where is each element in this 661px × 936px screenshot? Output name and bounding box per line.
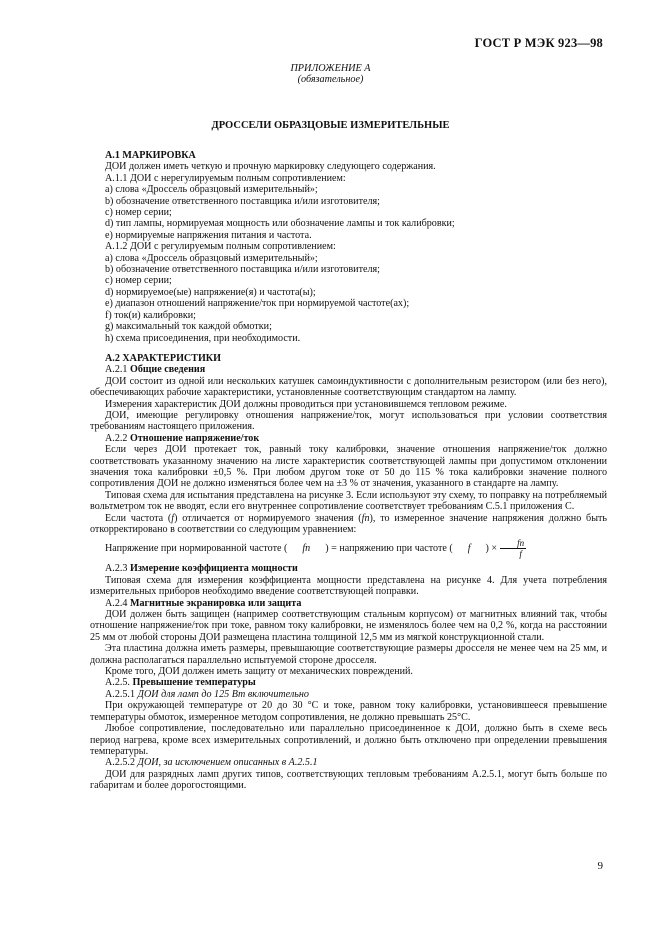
standard-header: ГОСТ Р МЭК 923—98 — [474, 36, 603, 50]
paragraph: Типовая схема для измерения коэффициента мощности представлена на рисунке 4. Для учета потребления измерительных приборов необходимо введение соответствующей поправки. — [90, 574, 607, 598]
paragraph: Если через ДОИ протекает ток, равный току калибровки, значение отношения напряжение/ток должно соответствовать указанному значению на листе характеристик соответствующей лампы при допустимом отклонении значения тока калибровки ±0,5 %. При любом другом токе от 50 до 115 % тока калибровки значение полного сопротивления ДОИ не должно изменяться более чем на ±3 % от значения, указанного в стандарте на лампу. — [90, 444, 607, 490]
document-body — [90, 150, 607, 792]
paragraph: ДОИ состоит из одной или нескольких катушек самоиндуктивности с дополнительным резистором (или без него), обеспечивающих рабочие характеристики, установленные соответствующим стандартом на лампу. — [90, 375, 607, 399]
list-item: b) обозначение ответственного поставщика и/или изготовителя; — [105, 195, 380, 207]
subsection-heading: А.1.2 ДОИ с регулируемым полным сопротивлением: — [105, 241, 336, 253]
fraction-denominator: f — [519, 549, 522, 560]
subsection-heading: А.2.5.1 ДОИ для ламп до 125 Вт включительно — [105, 688, 309, 700]
section-heading: А.2 ХАРАКТЕРИСТИКИ — [105, 352, 221, 364]
list-item: d) тип лампы, нормируемая мощность или обозначение лампы и ток калибровки; — [105, 218, 455, 230]
appendix-title: ПРИЛОЖЕНИЕ А — [290, 63, 371, 74]
appendix-status: (обязательное) — [297, 74, 364, 85]
list-item: h) схема присоединения, при необходимости. — [105, 332, 301, 344]
paragraph: ДОИ для разрядных ламп других типов, соответствующих тепловым требованиям А.2.5.1, могут быть больше по габаритам и более дорогостоящими. — [90, 768, 607, 792]
subsection-heading: А.2.1 Общие сведения — [105, 364, 206, 376]
list-item: a) слова «Дроссель образцовый измерительный»; — [105, 252, 318, 264]
list-item: c) номер серии; — [105, 207, 172, 219]
list-item: f) ток(и) калибровки; — [105, 309, 196, 321]
subsection-heading: А.2.4 Магнитные экранировка или защита — [105, 597, 302, 609]
paragraph: Если частота (f) отличается от нормируемого значения (fn), то измеренное значение напряжения должно быть откорректировано в соответствии со следующим уравнением: — [90, 512, 607, 535]
paragraph: При окружающей температуре от 20 до 30 °С и токе, равном току калибровки, установившееся превышение температуры обмоток, измеренное методом сопротивления, не должно превышать 25°С. — [90, 700, 607, 723]
list-item: e) диапазон отношений напряжение/ток при нормируемой частоте(ах); — [105, 298, 410, 310]
page-number: 9 — [597, 860, 603, 872]
formula-fraction — [500, 538, 526, 559]
subsection-heading: А.2.5. Превышение температуры — [105, 677, 256, 689]
paragraph: ДОИ должен иметь четкую и прочную маркировку следующего содержания. — [105, 161, 436, 173]
subsection-heading: А.2.5.2 ДОИ, за исключением описанных в А.2.5.1 — [105, 757, 318, 769]
paragraph: Эта пластина должна иметь размеры, превышающие соответствующие размеры дросселя не менее чем на 25 мм, и должна располагаться параллельно испытуемой стороне дросселя. — [90, 643, 607, 666]
subsection-heading: А.2.2 Отношение напряжение/ток — [105, 432, 260, 444]
list-item: c) номер серии; — [105, 275, 172, 287]
paragraph: ДОИ, имеющие регулировку отношения напряжение/ток, могут использоваться при условии соответствия требованиям настоящего приложения. — [90, 409, 607, 433]
paragraph: Любое сопротивление, последовательно или параллельно присоединенное к ДОИ, должно быть в схеме весь период нагрева, кроме всех измерительных сопротивлений, и должно быть отключено при определении превышения температуры. — [90, 723, 607, 757]
section-heading: А.1 МАРКИРОВКА — [105, 150, 196, 161]
document-title: ДРОССЕЛИ ОБРАЗЦОВЫЕ ИЗМЕРИТЕЛЬНЫЕ — [211, 120, 450, 131]
correction-formula: Напряжение при нормированной частоте ( fn ) = напряжению при частоте ( f ) × $\frac{fn}{f}$ — [105, 538, 525, 560]
appendix-heading — [0, 63, 661, 85]
paragraph: Типовая схема для испытания представлена на рисунке 3. Если используют эту схему, то поправку на потребляемый вольтметром ток не вводят, если его внутреннее сопротивление соответствует требованиям С.5.1 приложения С. — [90, 489, 607, 513]
subsection-heading: А.2.3 Измерение коэффициента мощности — [105, 563, 298, 575]
fraction-numerator: fn — [500, 538, 526, 549]
list-item: d) нормируемое(ые) напряжение(я) и частота(ы); — [105, 286, 316, 298]
paragraph: Кроме того, ДОИ должен иметь защиту от механических повреждений. — [105, 666, 413, 678]
list-item: a) слова «Дроссель образцовый измерительный»; — [105, 184, 318, 196]
list-item: e) нормируемые напряжения питания и частота. — [105, 229, 312, 241]
paragraph: Измерения характеристик ДОИ должны проводиться при установившемся тепловом режиме. — [105, 398, 507, 410]
subsection-heading: А.1.1 ДОИ с нерегулируемым полным сопротивлением: — [105, 172, 346, 184]
list-item: b) обозначение ответственного поставщика и/или изготовителя; — [105, 264, 380, 276]
list-item: g) максимальный ток каждой обмотки; — [105, 321, 272, 333]
paragraph: ДОИ должен быть защищен (например соответствующим стальным корпусом) от магнитных влияний так, чтобы отношение напряжение/ток при токе, равном току калибровки, не изменялось более чем на 0,2 %, когда на расстоянии 25 мм от любой стороны ДОИ размещена пластина толщиной 12,5 мм из мягкой конструкционной стали. — [90, 609, 607, 643]
